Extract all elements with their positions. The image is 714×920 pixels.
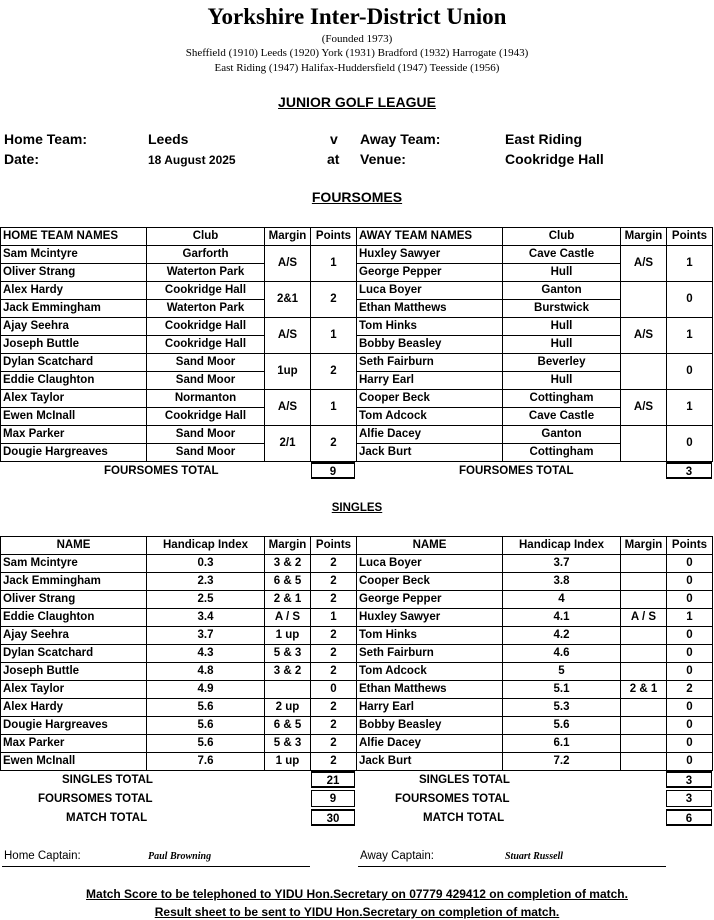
away-points: 0 — [667, 555, 713, 573]
away-handicap: 4.6 — [503, 645, 621, 663]
home-player-club: Sand Moor — [147, 444, 265, 462]
away-player-name: Tom Adcock — [357, 408, 503, 426]
away-player-club: Cottingham — [503, 390, 621, 408]
away-pair-margin: A/S — [621, 390, 667, 426]
home-pair-margin: A/S — [265, 318, 311, 354]
home-points: 2 — [311, 735, 357, 753]
home-points: 0 — [311, 681, 357, 699]
away-player-club: Cottingham — [503, 444, 621, 462]
home-pair-margin: 1up — [265, 354, 311, 390]
versus-text: v — [330, 131, 338, 147]
singles-row — [1, 681, 713, 699]
home-player-name: Alex Taylor — [1, 390, 147, 408]
away-player-club: Beverley — [503, 354, 621, 372]
home-handicap: 4.9 — [147, 681, 265, 699]
away-points: 0 — [667, 573, 713, 591]
away-points: 2 — [667, 681, 713, 699]
home-player-club: Waterton Park — [147, 264, 265, 282]
home-player-name: Joseph Buttle — [1, 336, 147, 354]
home-team-value: Leeds — [148, 131, 189, 147]
home-margin — [265, 681, 311, 699]
away-handicap: 4.1 — [503, 609, 621, 627]
foursomes-total-home-value: 9 — [311, 462, 355, 479]
away-margin — [621, 573, 667, 591]
away-player-club: Burstwick — [503, 300, 621, 318]
singles-heading: SINGLES — [331, 502, 383, 514]
home-player-name: Jack Emmingham — [1, 300, 147, 318]
home-player-name: Ewen McInall — [1, 408, 147, 426]
col-away-names: AWAY TEAM NAMES — [357, 228, 503, 246]
home-player-club: Sand Moor — [147, 426, 265, 444]
founded-text: (Founded 1973) — [321, 33, 393, 45]
home-points: 2 — [311, 753, 357, 771]
away-handicap: 5.6 — [503, 717, 621, 735]
away-player-name: Tom Hinks — [357, 318, 503, 336]
away-margin — [621, 717, 667, 735]
foursomes-row — [1, 282, 713, 300]
foursomes-row — [1, 372, 713, 390]
away-player-name: Luca Boyer — [357, 282, 503, 300]
home-points: 1 — [311, 609, 357, 627]
home-player-name: Alex Hardy — [1, 699, 147, 717]
match-total-away-value: 6 — [666, 809, 712, 826]
home-pair-points: 2 — [311, 354, 357, 390]
away-player-club: Ganton — [503, 282, 621, 300]
away-player-name: Cooper Beck — [357, 573, 503, 591]
away-points: 0 — [667, 627, 713, 645]
col-away-margin: Margin — [621, 228, 667, 246]
at-text: at — [327, 151, 340, 167]
home-pair-points: 2 — [311, 282, 357, 318]
home-margin: A / S — [265, 609, 311, 627]
away-player-name: Harry Earl — [357, 372, 503, 390]
away-captain-signature: Stuart Russell — [505, 851, 564, 862]
home-player-club: Cookridge Hall — [147, 408, 265, 426]
singles-row — [1, 627, 713, 645]
home-handicap: 5.6 — [147, 699, 265, 717]
foursomes-row — [1, 264, 713, 282]
home-player-name: Eddie Claughton — [1, 372, 147, 390]
home-player-club: Cookridge Hall — [147, 318, 265, 336]
home-handicap: 3.4 — [147, 609, 265, 627]
home-player-name: Sam Mcintyre — [1, 555, 147, 573]
home-pair-margin: A/S — [265, 390, 311, 426]
away-handicap: 7.2 — [503, 753, 621, 771]
away-pair-points: 1 — [667, 246, 713, 282]
away-points: 1 — [667, 609, 713, 627]
singles-row — [1, 663, 713, 681]
away-pair-points: 0 — [667, 282, 713, 318]
home-player-name: Oliver Strang — [1, 591, 147, 609]
away-pair-margin: A/S — [621, 318, 667, 354]
away-margin — [621, 591, 667, 609]
away-margin — [621, 627, 667, 645]
away-team-value: East Riding — [505, 131, 583, 147]
away-captain-line — [358, 866, 666, 867]
col-home-name: NAME — [1, 537, 147, 555]
home-player-name: Max Parker — [1, 735, 147, 753]
away-player-name: George Pepper — [357, 264, 503, 282]
singles-total-away-value: 3 — [666, 771, 712, 788]
home-player-club: Cookridge Hall — [147, 336, 265, 354]
home-pair-margin: 2/1 — [265, 426, 311, 462]
home-points: 2 — [311, 645, 357, 663]
singles-row — [1, 573, 713, 591]
foursomes-row — [1, 408, 713, 426]
home-points: 2 — [311, 699, 357, 717]
away-pair-margin — [621, 354, 667, 390]
col-home-margin: Margin — [265, 228, 311, 246]
away-player-name: Huxley Sawyer — [357, 609, 503, 627]
home-margin: 6 & 5 — [265, 573, 311, 591]
home-margin: 3 & 2 — [265, 663, 311, 681]
away-points: 0 — [667, 645, 713, 663]
away-player-name: Luca Boyer — [357, 555, 503, 573]
away-pair-points: 0 — [667, 426, 713, 462]
away-points: 0 — [667, 591, 713, 609]
away-player-name: Bobby Beasley — [357, 717, 503, 735]
match-total-home-label: MATCH TOTAL — [66, 812, 148, 824]
away-player-club: Hull — [503, 318, 621, 336]
home-margin: 1 up — [265, 753, 311, 771]
home-points: 2 — [311, 591, 357, 609]
home-handicap: 3.7 — [147, 627, 265, 645]
home-pair-points: 1 — [311, 246, 357, 282]
home-pair-margin: A/S — [265, 246, 311, 282]
home-team-label: Home Team: — [4, 131, 87, 147]
home-margin: 5 & 3 — [265, 735, 311, 753]
home-player-name: Joseph Buttle — [1, 663, 147, 681]
singles-total-home-label: SINGLES TOTAL — [62, 774, 153, 786]
date-value: 18 August 2025 — [148, 153, 236, 167]
singles-row — [1, 609, 713, 627]
singles-header-row — [1, 537, 713, 555]
away-player-club: Cave Castle — [503, 408, 621, 426]
singles-total-home-value: 21 — [311, 771, 355, 788]
home-margin: 3 & 2 — [265, 555, 311, 573]
home-margin: 1 up — [265, 627, 311, 645]
away-player-name: Bobby Beasley — [357, 336, 503, 354]
away-handicap: 5.3 — [503, 699, 621, 717]
foursomes-row — [1, 336, 713, 354]
home-handicap: 0.3 — [147, 555, 265, 573]
away-handicap: 4 — [503, 591, 621, 609]
away-handicap: 3.7 — [503, 555, 621, 573]
home-points: 2 — [311, 663, 357, 681]
singles-row — [1, 699, 713, 717]
col-home-points: Points — [311, 537, 357, 555]
foursomes-row — [1, 300, 713, 318]
away-handicap: 4.2 — [503, 627, 621, 645]
foursomes-summary-away-label: FOURSOMES TOTAL — [395, 793, 510, 805]
match-total-home-value: 30 — [311, 809, 355, 826]
singles-total-away-label: SINGLES TOTAL — [419, 774, 510, 786]
away-points: 0 — [667, 753, 713, 771]
foursomes-header-row — [1, 228, 713, 246]
match-total-away-label: MATCH TOTAL — [423, 812, 505, 824]
home-handicap: 7.6 — [147, 753, 265, 771]
foursomes-total-home-label: FOURSOMES TOTAL — [104, 465, 219, 477]
venue-label: Venue: — [360, 151, 406, 167]
singles-row — [1, 717, 713, 735]
away-points: 0 — [667, 717, 713, 735]
home-player-name: Dylan Scatchard — [1, 645, 147, 663]
home-points: 2 — [311, 555, 357, 573]
foursomes-summary-home-label: FOURSOMES TOTAL — [38, 793, 153, 805]
away-player-name: Jack Burt — [357, 444, 503, 462]
home-player-name: Ewen McInall — [1, 753, 147, 771]
away-pair-points: 1 — [667, 318, 713, 354]
away-player-name: Jack Burt — [357, 753, 503, 771]
away-team-label: Away Team: — [360, 131, 441, 147]
away-pair-margin — [621, 282, 667, 318]
home-player-name: Eddie Claughton — [1, 609, 147, 627]
home-player-club: Garforth — [147, 246, 265, 264]
home-margin: 2 up — [265, 699, 311, 717]
singles-row — [1, 753, 713, 771]
singles-row — [1, 735, 713, 753]
away-margin — [621, 555, 667, 573]
footer-line-1: Match Score to be telephoned to YIDU Hon.Secretary on 07779 429412 on completion of match. — [86, 887, 628, 901]
home-player-club: Normanton — [147, 390, 265, 408]
home-handicap: 2.3 — [147, 573, 265, 591]
venue-value: Cookridge Hall — [505, 151, 604, 167]
home-player-club: Cookridge Hall — [147, 282, 265, 300]
home-player-name: Ajay Seehra — [1, 318, 147, 336]
away-points: 0 — [667, 699, 713, 717]
col-away-name: NAME — [357, 537, 503, 555]
col-away-points: Points — [667, 228, 713, 246]
footer-line-2: Result sheet to be sent to YIDU Hon.Secretary on completion of match. — [154, 905, 560, 919]
away-player-club: Hull — [503, 372, 621, 390]
away-handicap: 5.1 — [503, 681, 621, 699]
away-player-name: Seth Fairburn — [357, 354, 503, 372]
away-margin: A / S — [621, 609, 667, 627]
foursomes-row — [1, 354, 713, 372]
away-player-name: Alfie Dacey — [357, 735, 503, 753]
away-player-name: George Pepper — [357, 591, 503, 609]
away-captain-label: Away Captain: — [360, 850, 434, 862]
home-margin: 6 & 5 — [265, 717, 311, 735]
singles-table — [0, 536, 713, 771]
away-player-club: Cave Castle — [503, 246, 621, 264]
foursomes-total-away-value: 3 — [666, 462, 712, 479]
away-margin — [621, 663, 667, 681]
foursomes-row — [1, 318, 713, 336]
away-player-name: Ethan Matthews — [357, 300, 503, 318]
home-pair-margin: 2&1 — [265, 282, 311, 318]
away-player-name: Tom Adcock — [357, 663, 503, 681]
singles-row — [1, 591, 713, 609]
away-player-name: Harry Earl — [357, 699, 503, 717]
home-handicap: 4.8 — [147, 663, 265, 681]
home-player-name: Alex Hardy — [1, 282, 147, 300]
home-captain-line — [2, 866, 310, 867]
home-player-name: Oliver Strang — [1, 264, 147, 282]
home-handicap: 4.3 — [147, 645, 265, 663]
home-handicap: 2.5 — [147, 591, 265, 609]
away-player-name: Tom Hinks — [357, 627, 503, 645]
home-pair-points: 1 — [311, 390, 357, 426]
away-points: 0 — [667, 735, 713, 753]
away-handicap: 6.1 — [503, 735, 621, 753]
col-home-handicap: Handicap Index — [147, 537, 265, 555]
date-label: Date: — [4, 151, 40, 167]
away-player-club: Ganton — [503, 426, 621, 444]
away-player-name: Cooper Beck — [357, 390, 503, 408]
col-home-names: HOME TEAM NAMES — [1, 228, 147, 246]
col-home-margin: Margin — [265, 537, 311, 555]
home-pair-points: 2 — [311, 426, 357, 462]
foursomes-summary-home-value: 9 — [311, 790, 355, 807]
home-captain-label: Home Captain: — [4, 850, 81, 862]
away-player-name: Alfie Dacey — [357, 426, 503, 444]
foursomes-total-away-label: FOURSOMES TOTAL — [459, 465, 574, 477]
home-margin: 5 & 3 — [265, 645, 311, 663]
home-player-name: Dylan Scatchard — [1, 354, 147, 372]
home-points: 2 — [311, 717, 357, 735]
home-player-club: Sand Moor — [147, 354, 265, 372]
home-player-club: Waterton Park — [147, 300, 265, 318]
away-player-name: Seth Fairburn — [357, 645, 503, 663]
col-away-handicap: Handicap Index — [503, 537, 621, 555]
districts-line-2: East Riding (1947) Halifax-Huddersfield (1947) Teesside (1956) — [214, 62, 500, 74]
away-margin — [621, 645, 667, 663]
col-home-points: Points — [311, 228, 357, 246]
away-player-club: Hull — [503, 264, 621, 282]
col-away-club: Club — [503, 228, 621, 246]
home-player-name: Alex Taylor — [1, 681, 147, 699]
away-handicap: 5 — [503, 663, 621, 681]
away-margin — [621, 753, 667, 771]
singles-row — [1, 555, 713, 573]
foursomes-table — [0, 227, 713, 462]
home-handicap: 5.6 — [147, 735, 265, 753]
home-player-name: Jack Emmingham — [1, 573, 147, 591]
singles-row — [1, 645, 713, 663]
districts-line-1: Sheffield (1910) Leeds (1920) York (1931) Bradford (1932) Harrogate (1943) — [185, 47, 529, 59]
away-player-name: Huxley Sawyer — [357, 246, 503, 264]
home-player-name: Ajay Seehra — [1, 627, 147, 645]
away-points: 0 — [667, 663, 713, 681]
home-points: 2 — [311, 627, 357, 645]
away-player-name: Ethan Matthews — [357, 681, 503, 699]
away-player-club: Hull — [503, 336, 621, 354]
foursomes-row — [1, 444, 713, 462]
col-home-club: Club — [147, 228, 265, 246]
away-pair-margin: A/S — [621, 246, 667, 282]
foursomes-summary-away-value: 3 — [666, 790, 712, 807]
away-pair-points: 1 — [667, 390, 713, 426]
home-player-name: Sam Mcintyre — [1, 246, 147, 264]
col-away-points: Points — [667, 537, 713, 555]
league-title: JUNIOR GOLF LEAGUE — [278, 94, 436, 110]
foursomes-row — [1, 246, 713, 264]
home-margin: 2 & 1 — [265, 591, 311, 609]
home-player-name: Dougie Hargreaves — [1, 717, 147, 735]
away-pair-points: 0 — [667, 354, 713, 390]
col-away-margin: Margin — [621, 537, 667, 555]
home-captain-signature: Paul Browning — [148, 851, 212, 862]
page-title: Yorkshire Inter-District Union — [207, 4, 507, 29]
home-player-name: Dougie Hargreaves — [1, 444, 147, 462]
away-pair-margin — [621, 426, 667, 462]
home-pair-points: 1 — [311, 318, 357, 354]
home-player-name: Max Parker — [1, 426, 147, 444]
foursomes-heading: FOURSOMES — [311, 189, 403, 205]
foursomes-row — [1, 426, 713, 444]
away-margin: 2 & 1 — [621, 681, 667, 699]
home-points: 2 — [311, 573, 357, 591]
home-handicap: 5.6 — [147, 717, 265, 735]
away-margin — [621, 735, 667, 753]
away-margin — [621, 699, 667, 717]
home-player-club: Sand Moor — [147, 372, 265, 390]
foursomes-row — [1, 390, 713, 408]
away-handicap: 3.8 — [503, 573, 621, 591]
